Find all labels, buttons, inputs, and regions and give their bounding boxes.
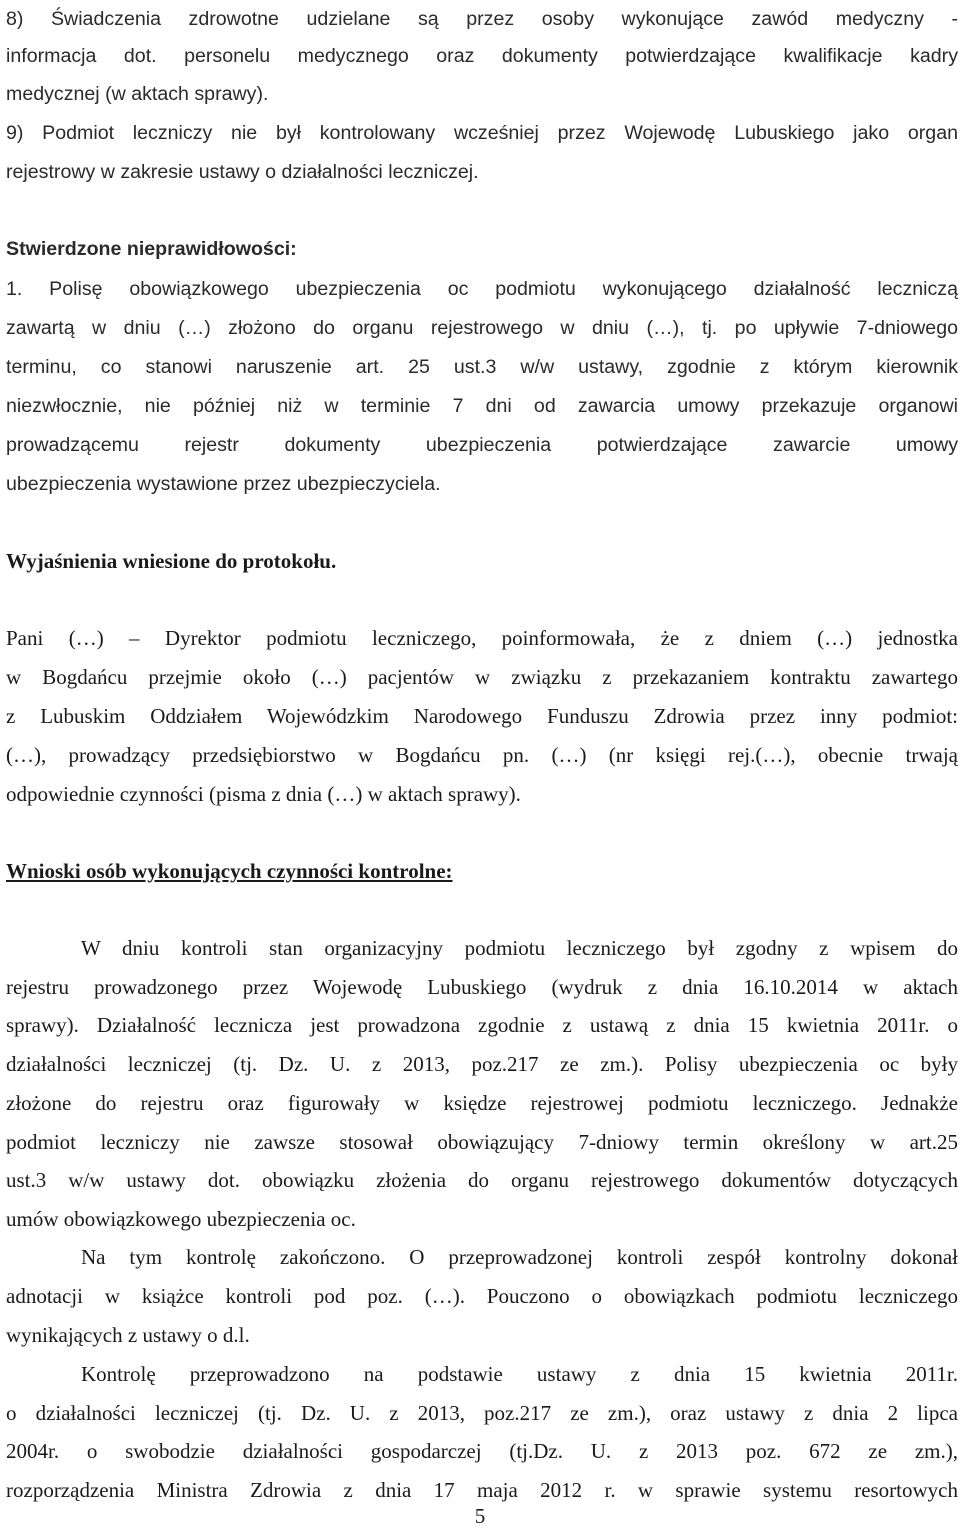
- conclusion-line: umów obowiązkowego ubezpieczenia oc.: [6, 1207, 356, 1231]
- item-8-line: 8) Świadczenia zdrowotne udzielane są przez osoby wykonujące zawód medyczny -: [6, 8, 958, 30]
- conclusion-line: podmiot leczniczy nie zawsze stosował obowiązujący 7-dniowy termin określony w art.25: [6, 1130, 958, 1154]
- conclusion-line: sprawy). Działalność lecznicza jest prowadzona zgodnie z ustawą z dnia 15 kwietnia 2011r. o: [6, 1013, 958, 1037]
- conclusion-line: działalności leczniczej (tj. Dz. U. z 2013, poz.217 ze zm.). Polisy ubezpieczenia oc były: [6, 1052, 958, 1076]
- item-8-line: informacja dot. personelu medycznego oraz dokumenty potwierdzające kwalifikacje kadry: [6, 45, 958, 67]
- irregularity-line: ubezpieczenia wystawione przez ubezpieczyciela.: [6, 473, 441, 495]
- irregularities-heading: Stwierdzone nieprawidłowości:: [6, 238, 297, 260]
- irregularity-line: 1. Polisę obowiązkowego ubezpieczenia oc podmiotu wykonującego działalność leczniczą: [6, 278, 958, 300]
- conclusion-line: złożone do rejestru oraz figurowały w księdze rejestrowej podmiotu leczniczego. Jednakże: [6, 1091, 958, 1115]
- explanation-line: z Lubuskim Oddziałem Wojewódzkim Narodowego Funduszu Zdrowia przez inny podmiot:: [6, 704, 958, 728]
- explanations-heading: Wyjaśnienia wniesione do protokołu.: [6, 549, 337, 573]
- conclusion-line: Kontrolę przeprowadzono na podstawie ustawy z dnia 15 kwietnia 2011r.: [81, 1362, 958, 1386]
- explanation-line: odpowiednie czynności (pisma z dnia (…) w aktach sprawy).: [6, 782, 521, 806]
- conclusion-line: rejestru prowadzonego przez Wojewodę Lubuskiego (wydruk z dnia 16.10.2014 w aktach: [6, 975, 958, 999]
- conclusion-line: adnotacji w książce kontroli pod poz. (…). Pouczono o obowiązkach podmiotu leczniczego: [6, 1284, 958, 1308]
- conclusion-line: o działalności leczniczej (tj. Dz. U. z 2013, poz.217 ze zm.), oraz ustawy z dnia 2 lipca: [6, 1401, 958, 1425]
- page-number: 5: [474, 1504, 486, 1528]
- conclusion-line: Na tym kontrolę zakończono. O przeprowadzonej kontroli zespół kontrolny dokonał: [81, 1245, 958, 1269]
- item-9-line: 9) Podmiot leczniczy nie był kontrolowany wcześniej przez Wojewodę Lubuskiego jako organ: [6, 122, 958, 144]
- item-8-line: medycznej (w aktach sprawy).: [6, 83, 269, 105]
- explanation-line: Pani (…) – Dyrektor podmiotu leczniczego, poinformowała, że z dniem (…) jednostka: [6, 626, 958, 650]
- conclusion-line: 2004r. o swobodzie działalności gospodarczej (tj.Dz. U. z 2013 poz. 672 ze zm.),: [6, 1439, 958, 1463]
- irregularity-line: zawartą w dniu (…) złożono do organu rejestrowego w dniu (…), tj. po upływie 7-dniowego: [6, 317, 958, 339]
- conclusion-line: rozporządzenia Ministra Zdrowia z dnia 17 maja 2012 r. w sprawie systemu resortowych: [6, 1478, 958, 1502]
- irregularity-line: terminu, co stanowi naruszenie art. 25 ust.3 w/w ustawy, zgodnie z którym kierownik: [6, 356, 958, 378]
- conclusion-line: wynikających z ustawy o d.l.: [6, 1323, 250, 1347]
- item-9-line: rejestrowy w zakresie ustawy o działalności leczniczej.: [6, 161, 479, 183]
- irregularity-line: niezwłocznie, nie później niż w terminie 7 dni od zawarcia umowy przekazuje organowi: [6, 395, 958, 417]
- explanation-line: (…), prowadzący przedsiębiorstwo w Bogdańcu pn. (…) (nr księgi rej.(…), obecnie trwają: [6, 743, 958, 767]
- conclusion-line: ust.3 w/w ustawy dot. obowiązku złożenia do organu rejestrowego dokumentów dotyczących: [6, 1168, 958, 1192]
- irregularity-line: prowadzącemu rejestr dokumenty ubezpieczenia potwierdzające zawarcie umowy: [6, 434, 958, 456]
- conclusion-line: W dniu kontroli stan organizacyjny podmiotu leczniczego był zgodny z wpisem do: [81, 936, 958, 960]
- explanation-line: w Bogdańcu przejmie około (…) pacjentów w związku z przekazaniem kontraktu zawartego: [6, 665, 958, 689]
- conclusions-heading: Wnioski osób wykonujących czynności kontrolne:: [6, 859, 453, 883]
